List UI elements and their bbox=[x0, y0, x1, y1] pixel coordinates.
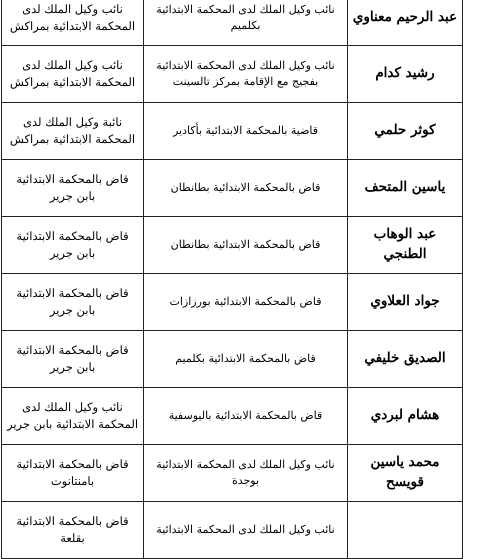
new-position: نائب وكيل الملك لدى المحكمة الابتدائية بابن جرير bbox=[2, 388, 144, 445]
judge-name: جواد العلاوي bbox=[348, 274, 463, 331]
table-row bbox=[2, 46, 463, 103]
current-position: نائب وكيل الملك لدى المحكمة الابتدائية بكلميم bbox=[144, 0, 348, 46]
judge-name: هشام لبردي bbox=[348, 388, 463, 445]
table-row bbox=[2, 331, 463, 388]
judge-name: ياسين المتحف bbox=[348, 160, 463, 217]
judge-name: محمد ياسين قويسح bbox=[348, 445, 463, 502]
new-position: قاض بالمحكمة الابتدائية بابن جرير bbox=[2, 160, 144, 217]
judge-name: عبد الوهاب الطنجي bbox=[348, 217, 463, 274]
judge-name: رشيد كدام bbox=[348, 46, 463, 103]
current-position: نائب وكيل الملك لدى المحكمة الابتدائية بوجدة bbox=[144, 445, 348, 502]
table-row bbox=[2, 160, 463, 217]
new-position: قاض بالمحكمة الابتدائية بامنتانوت bbox=[2, 445, 144, 502]
table-row bbox=[2, 502, 463, 559]
table-row bbox=[2, 103, 463, 160]
table-row bbox=[2, 217, 463, 274]
current-position: قاض بالمحكمة الابتدائية بطانطان bbox=[144, 160, 348, 217]
current-position: قاضية بالمحكمة الابتدائية بأكادير bbox=[144, 103, 348, 160]
judge-name: الصديق خليفي bbox=[348, 331, 463, 388]
current-position: قاض بالمحكمة الابتدائية بكلميم bbox=[144, 331, 348, 388]
new-position: نائب وكيل الملك لدى المحكمة الابتدائية بمراكش bbox=[2, 0, 144, 46]
current-position: قاض بالمحكمة الابتدائية بطانطان bbox=[144, 217, 348, 274]
new-position: قاض بالمحكمة الابتدائية بابن جرير bbox=[2, 274, 144, 331]
new-position: قاض بالمحكمة الابتدائية بابن جرير bbox=[2, 331, 144, 388]
table-row bbox=[2, 274, 463, 331]
new-position: نائب وكيل الملك لدى المحكمة الابتدائية بمراكش bbox=[2, 46, 144, 103]
new-position: قاض بالمحكمة الابتدائية بابن جرير bbox=[2, 217, 144, 274]
table-row bbox=[2, 388, 463, 445]
current-position: قاض بالمحكمة الابتدائية بورزازات bbox=[144, 274, 348, 331]
judges-transfer-table bbox=[1, 0, 463, 559]
current-position: نائب وكيل الملك لدى المحكمة الابتدائية بفجيج مع الإقامة بمركز تالسينت bbox=[144, 46, 348, 103]
table-row bbox=[2, 0, 463, 46]
current-position: نائب وكيل الملك لدى المحكمة الابتدائية bbox=[144, 502, 348, 559]
judge-name: كوثر حلمي bbox=[348, 103, 463, 160]
judge-name: عبد الرحيم معناوي bbox=[348, 0, 463, 46]
new-position: نائبة وكيل الملك لدى المحكمة الابتدائية بمراكش bbox=[2, 103, 144, 160]
new-position: قاض بالمحكمة الابتدائية بقلعة bbox=[2, 502, 144, 559]
table-row bbox=[2, 445, 463, 502]
judge-name bbox=[348, 502, 463, 559]
current-position: قاض بالمحكمة الابتدائية باليوسفية bbox=[144, 388, 348, 445]
